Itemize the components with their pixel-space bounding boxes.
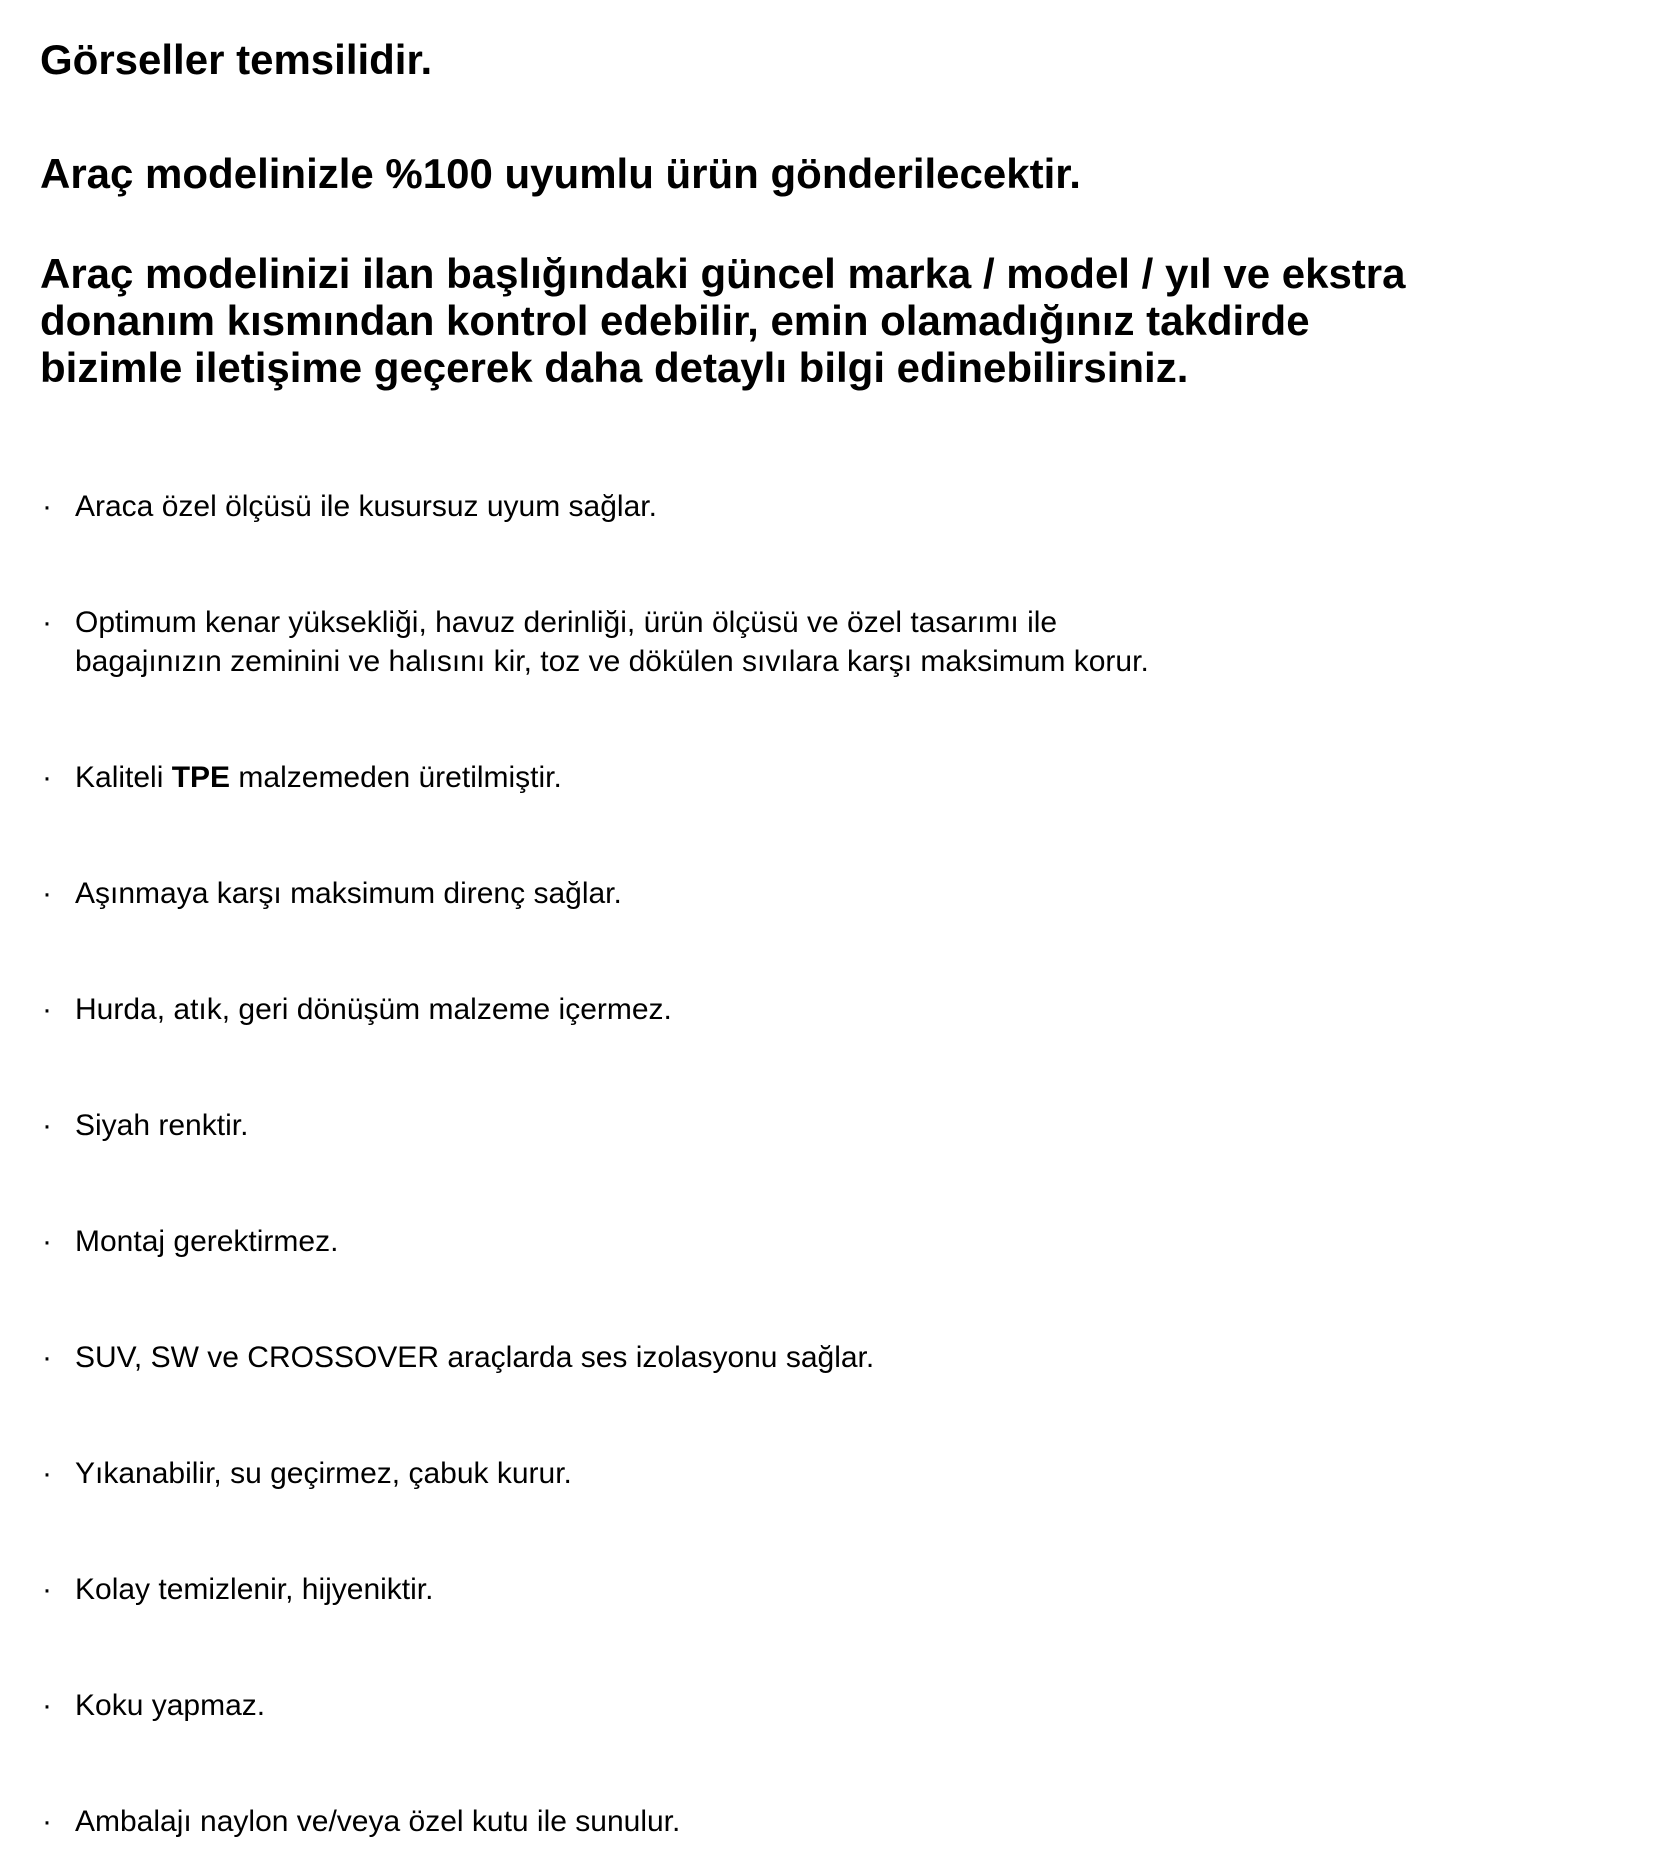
feature-item-color — [40, 1106, 1614, 1145]
feature-item-abrasion — [40, 874, 1614, 913]
feature-item-easy-clean — [40, 1570, 1614, 1609]
bullet-dot-icon: · — [42, 761, 52, 794]
feature-text-pre: Kaliteli — [75, 761, 172, 794]
bullet-dot-icon: · — [42, 993, 52, 1026]
bullet-dot-icon: · — [42, 877, 52, 910]
feature-item-material — [40, 758, 1614, 797]
feature-text: Hurda, atık, geri dönüşüm malzeme içermez. — [75, 993, 672, 1026]
feature-text-bold-tpe: TPE — [171, 761, 231, 794]
feature-item-fit — [40, 487, 1614, 526]
feature-text: Kolay temizlenir, hijyeniktir. — [75, 1573, 434, 1606]
feature-item-no-odor — [40, 1686, 1614, 1725]
feature-list — [40, 487, 1614, 1841]
feature-item-sound-isolation — [40, 1338, 1614, 1377]
bullet-dot-icon: · — [42, 1341, 52, 1374]
bullet-dot-icon: · — [42, 606, 52, 639]
intro-paragraph: Araç modelinizi ilan başlığındaki güncel marka / model / yıl ve ekstra donanım kısmından kontrol edebilir, emin olamadığınız takdirde bizimle iletişime geçerek daha detaylı bilgi edinebilirsiniz. — [40, 250, 1406, 391]
feature-text: Aşınmaya karşı maksimum direnç sağlar. — [75, 877, 622, 910]
feature-text: Ambalajı naylon ve/veya özel kutu ile sunulur. — [75, 1805, 681, 1838]
bullet-dot-icon: · — [42, 1225, 52, 1258]
feature-item-no-scrap — [40, 990, 1614, 1029]
bullet-dot-icon: · — [42, 1573, 52, 1606]
feature-text: Koku yapmaz. — [75, 1689, 266, 1722]
feature-text: SUV, SW ve CROSSOVER araçlarda ses izolasyonu sağlar. — [75, 1341, 875, 1374]
bullet-dot-icon: · — [42, 1457, 52, 1490]
bullet-dot-icon: · — [42, 490, 52, 523]
feature-text-line2: bagajınızın zeminini ve halısını kir, toz ve dökülen sıvılara karşı maksimum korur. — [75, 645, 1149, 678]
feature-text: Yıkanabilir, su geçirmez, çabuk kurur. — [75, 1457, 572, 1490]
feature-item-packaging — [40, 1802, 1614, 1841]
bullet-dot-icon: · — [42, 1109, 52, 1142]
feature-text: Araca özel ölçüsü ile kusursuz uyum sağlar. — [75, 490, 657, 523]
feature-item-washable — [40, 1454, 1614, 1493]
feature-text: Siyah renktir. — [75, 1109, 249, 1142]
bullet-dot-icon: · — [42, 1805, 52, 1838]
heading-visuals-note: Görseller temsilidir. — [40, 36, 433, 83]
feature-text: Montaj gerektirmez. — [75, 1225, 339, 1258]
feature-item-no-install — [40, 1222, 1614, 1261]
feature-text-line1: Optimum kenar yüksekliği, havuz derinliği, ürün ölçüsü ve özel tasarımı ile — [75, 606, 1058, 639]
heading-compatibility-note: Araç modelinizle %100 uyumlu ürün gönderilecektir. — [40, 150, 1081, 197]
feature-text-post: malzemeden üretilmiştir. — [230, 761, 562, 794]
feature-item-protection — [40, 603, 1614, 681]
bullet-dot-icon: · — [42, 1689, 52, 1722]
